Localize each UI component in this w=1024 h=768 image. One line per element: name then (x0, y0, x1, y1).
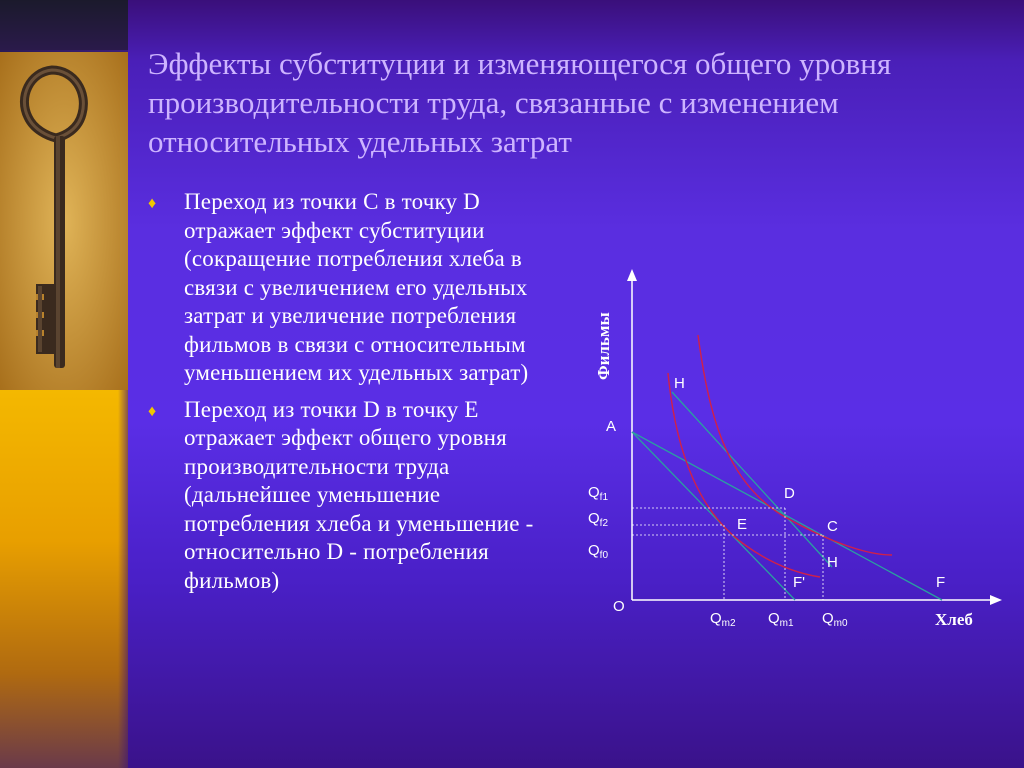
left-decor-strip (0, 0, 128, 768)
slide-title: Эффекты субституции и изменяющегося общего уровня производительности труда, связанные с изменением относительных удельных затрат (148, 46, 892, 159)
y-tick-qf2: $Q_{f2}$ (588, 510, 609, 529)
point-label-H-top: H (674, 375, 685, 392)
point-label-D: D (784, 485, 795, 502)
point-label-E: E (737, 516, 748, 533)
x-tick-qm1: $Q_{m1}$ (768, 610, 794, 629)
indifference-curve-inner (668, 373, 820, 577)
x-tick-qm2: $Q_{m2}$ (710, 610, 736, 629)
left-yellow-band (0, 390, 128, 768)
y-axis-title: Фильмы (594, 312, 613, 380)
point-label-F: F (936, 574, 946, 591)
point-label-F-prime: F' (793, 574, 806, 591)
x-axis-arrow (990, 595, 1002, 605)
x-tick-qm0: $Q_{m0}$ (822, 610, 848, 629)
point-label-H-low: H (827, 554, 838, 571)
y-axis-arrow (627, 269, 637, 281)
x-axis-title: Хлеб (935, 610, 973, 629)
bullet-list (148, 188, 558, 603)
bullet-item (148, 396, 558, 596)
diamond-icon: ♦ (148, 402, 157, 420)
budget-line-AF-prime (632, 432, 795, 600)
point-label-C: C (827, 518, 838, 535)
economics-graph (570, 255, 1010, 655)
y-tick-qf1: $Q_{f1}$ (588, 484, 609, 503)
indifference-curve-outer (698, 335, 892, 555)
budget-line-AF (632, 432, 942, 600)
bullet-text: Переход из точки C в точку D отражает эффект субституции (сокращение потребления хлеба в связи с увеличением его удельных затрат и увеличение потребления фильмов в связи с относительным уменьшением их удельных затрат) (184, 189, 529, 385)
origin-label: O (613, 598, 625, 615)
bullet-item (148, 188, 558, 388)
budget-line-HH (672, 392, 832, 567)
y-tick-qf0: $Q_{f0}$ (588, 542, 609, 561)
key-image (0, 52, 128, 390)
key-icon (0, 52, 128, 390)
point-label-A: A (606, 418, 617, 435)
bullet-text: Переход из точки D в точку E отражает эффект общего уровня производительности труда (дальнейшее уменьшение потребления хлеба и уменьшение - относительно D - потребления фильмов) (184, 396, 534, 593)
left-top-bar (0, 0, 128, 50)
diamond-icon: ♦ (148, 195, 157, 212)
